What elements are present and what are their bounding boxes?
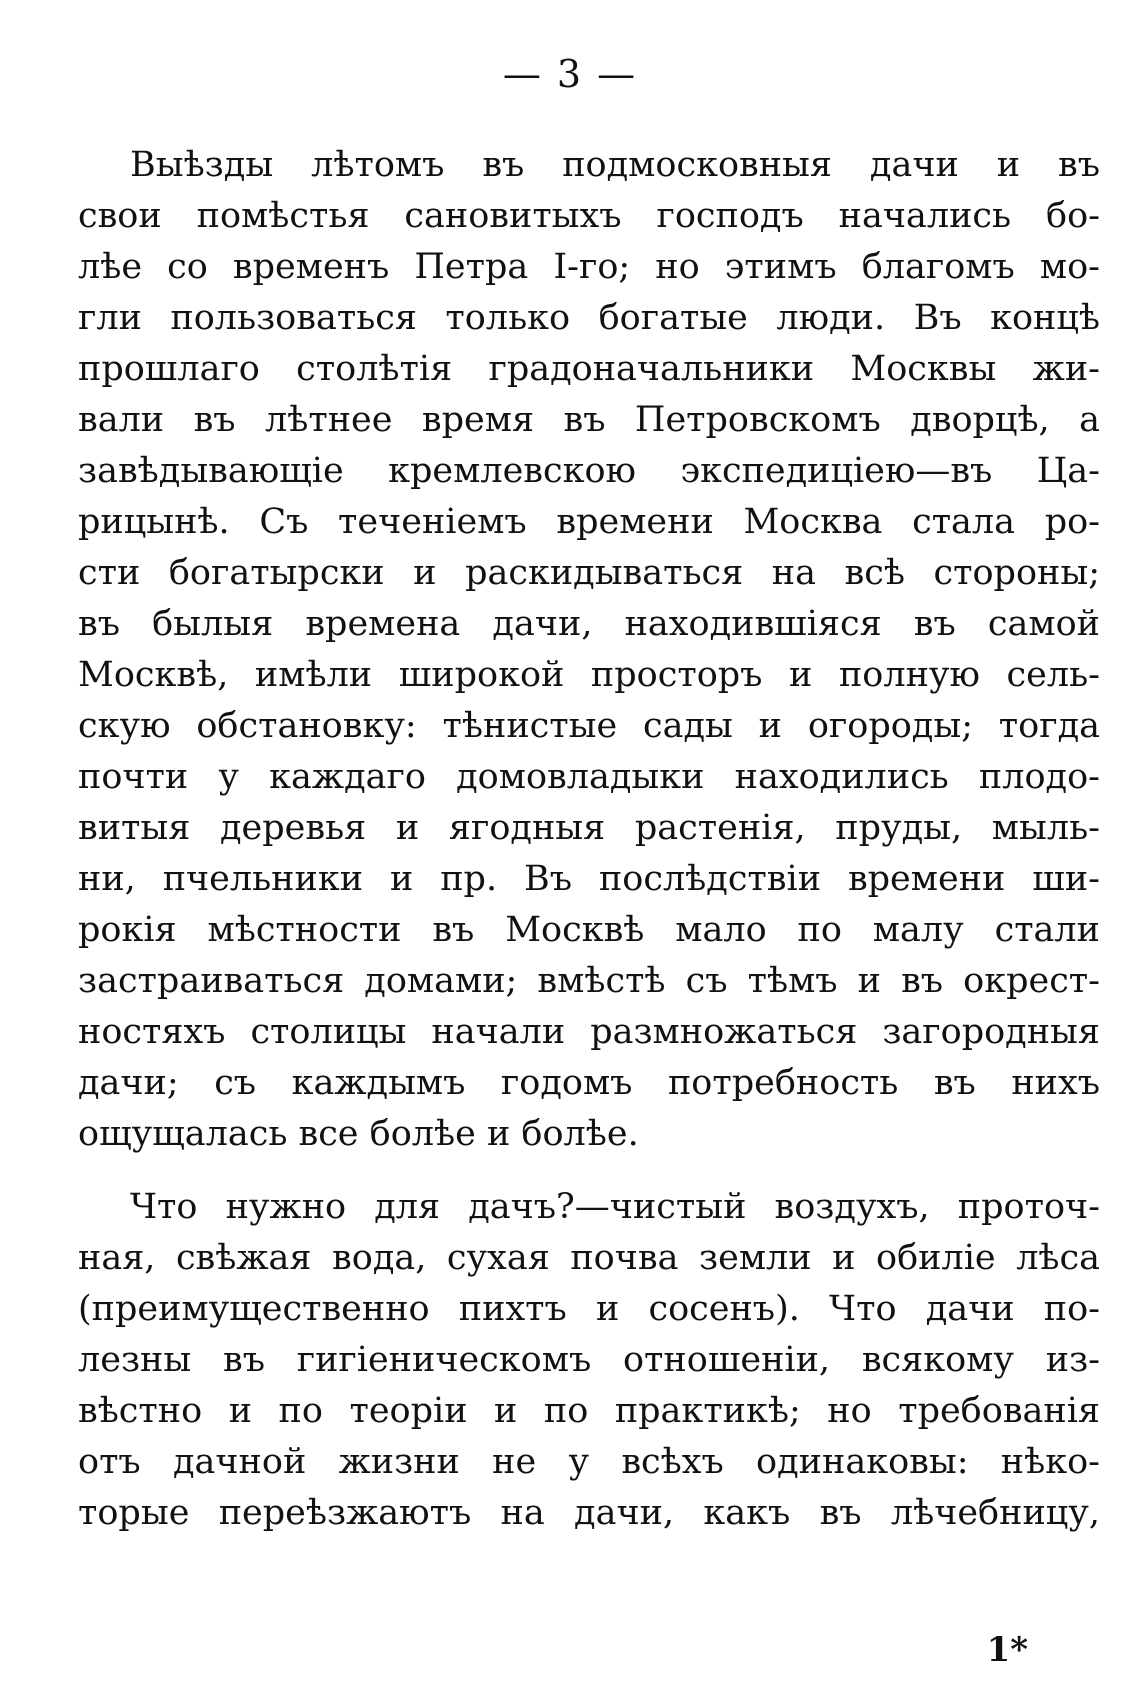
- text-line: вѣстно и по теоріи и по практикѣ; но требованія: [78, 1391, 1100, 1431]
- text-line: ни, пчельники и пр. Въ послѣдствіи времени ши-: [78, 859, 1100, 899]
- text-line: застраиваться домами; вмѣстѣ съ тѣмъ и въ окрест-: [78, 961, 1100, 1001]
- text-line: ощущалась все болѣе и болѣе.: [78, 1114, 639, 1154]
- text-line: лезны въ гигіеническомъ отношеніи, всякому из-: [78, 1340, 1100, 1380]
- text-line: Что нужно для дачъ?—чистый воздухъ, проточ-: [130, 1187, 1100, 1227]
- text-line: дачи; съ каждымъ годомъ потребность въ нихъ: [78, 1063, 1100, 1103]
- signature-mark: 1*: [986, 1630, 1028, 1670]
- text-line: торые переѣзжаютъ на дачи, какъ въ лѣчебницу,: [78, 1493, 1100, 1533]
- text-line: скую обстановку: тѣнистые сады и огороды; тогда: [78, 706, 1100, 746]
- text-line: ная, свѣжая вода, сухая почва земли и обиліе лѣса: [78, 1238, 1100, 1278]
- text-line: завѣдывающіе кремлевскою экспедиціею—въ Ца-: [78, 451, 1100, 491]
- text-line: вали въ лѣтнее время въ Петровскомъ дворцѣ, а: [78, 400, 1100, 440]
- text-line: сти богатырски и раскидываться на всѣ стороны;: [78, 553, 1100, 593]
- paragraph-2: [78, 1182, 1100, 1539]
- text-line: отъ дачной жизни не у всѣхъ одинаковы: нѣко-: [78, 1442, 1100, 1482]
- text-line: Выѣзды лѣтомъ въ подмосковныя дачи и въ: [130, 145, 1100, 185]
- paragraph-gap: [78, 1160, 1100, 1182]
- text-line: почти у каждаго домовладыки находились плодо-: [78, 757, 1100, 797]
- body-text: [78, 140, 1100, 1539]
- text-line: Москвѣ, имѣли широкой просторъ и полную сель-: [78, 655, 1100, 695]
- text-line: рокія мѣстности въ Москвѣ мало по малу стали: [78, 910, 1100, 950]
- text-line: витыя деревья и ягодныя растенія, пруды, мыль-: [78, 808, 1100, 848]
- paragraph-1: [78, 140, 1100, 1160]
- text-line: прошлаго столѣтія градоначальники Москвы жи-: [78, 349, 1100, 389]
- text-line: въ былыя времена дачи, находившіяся въ самой: [78, 604, 1100, 644]
- text-line: рицынѣ. Съ теченіемъ времени Москва стала ро-: [78, 502, 1100, 542]
- page-number: — 3 —: [502, 52, 638, 96]
- text-line: свои помѣстья сановитыхъ господъ начались бо-: [78, 196, 1100, 236]
- text-line: гли пользоваться только богатые люди. Въ концѣ: [78, 298, 1100, 338]
- text-line: (преимущественно пихтъ и сосенъ). Что дачи по-: [78, 1289, 1100, 1329]
- text-line: лѣе со временъ Петра I-го; но этимъ благомъ мо-: [78, 247, 1100, 287]
- text-line: ностяхъ столицы начали размножаться загородныя: [78, 1012, 1100, 1052]
